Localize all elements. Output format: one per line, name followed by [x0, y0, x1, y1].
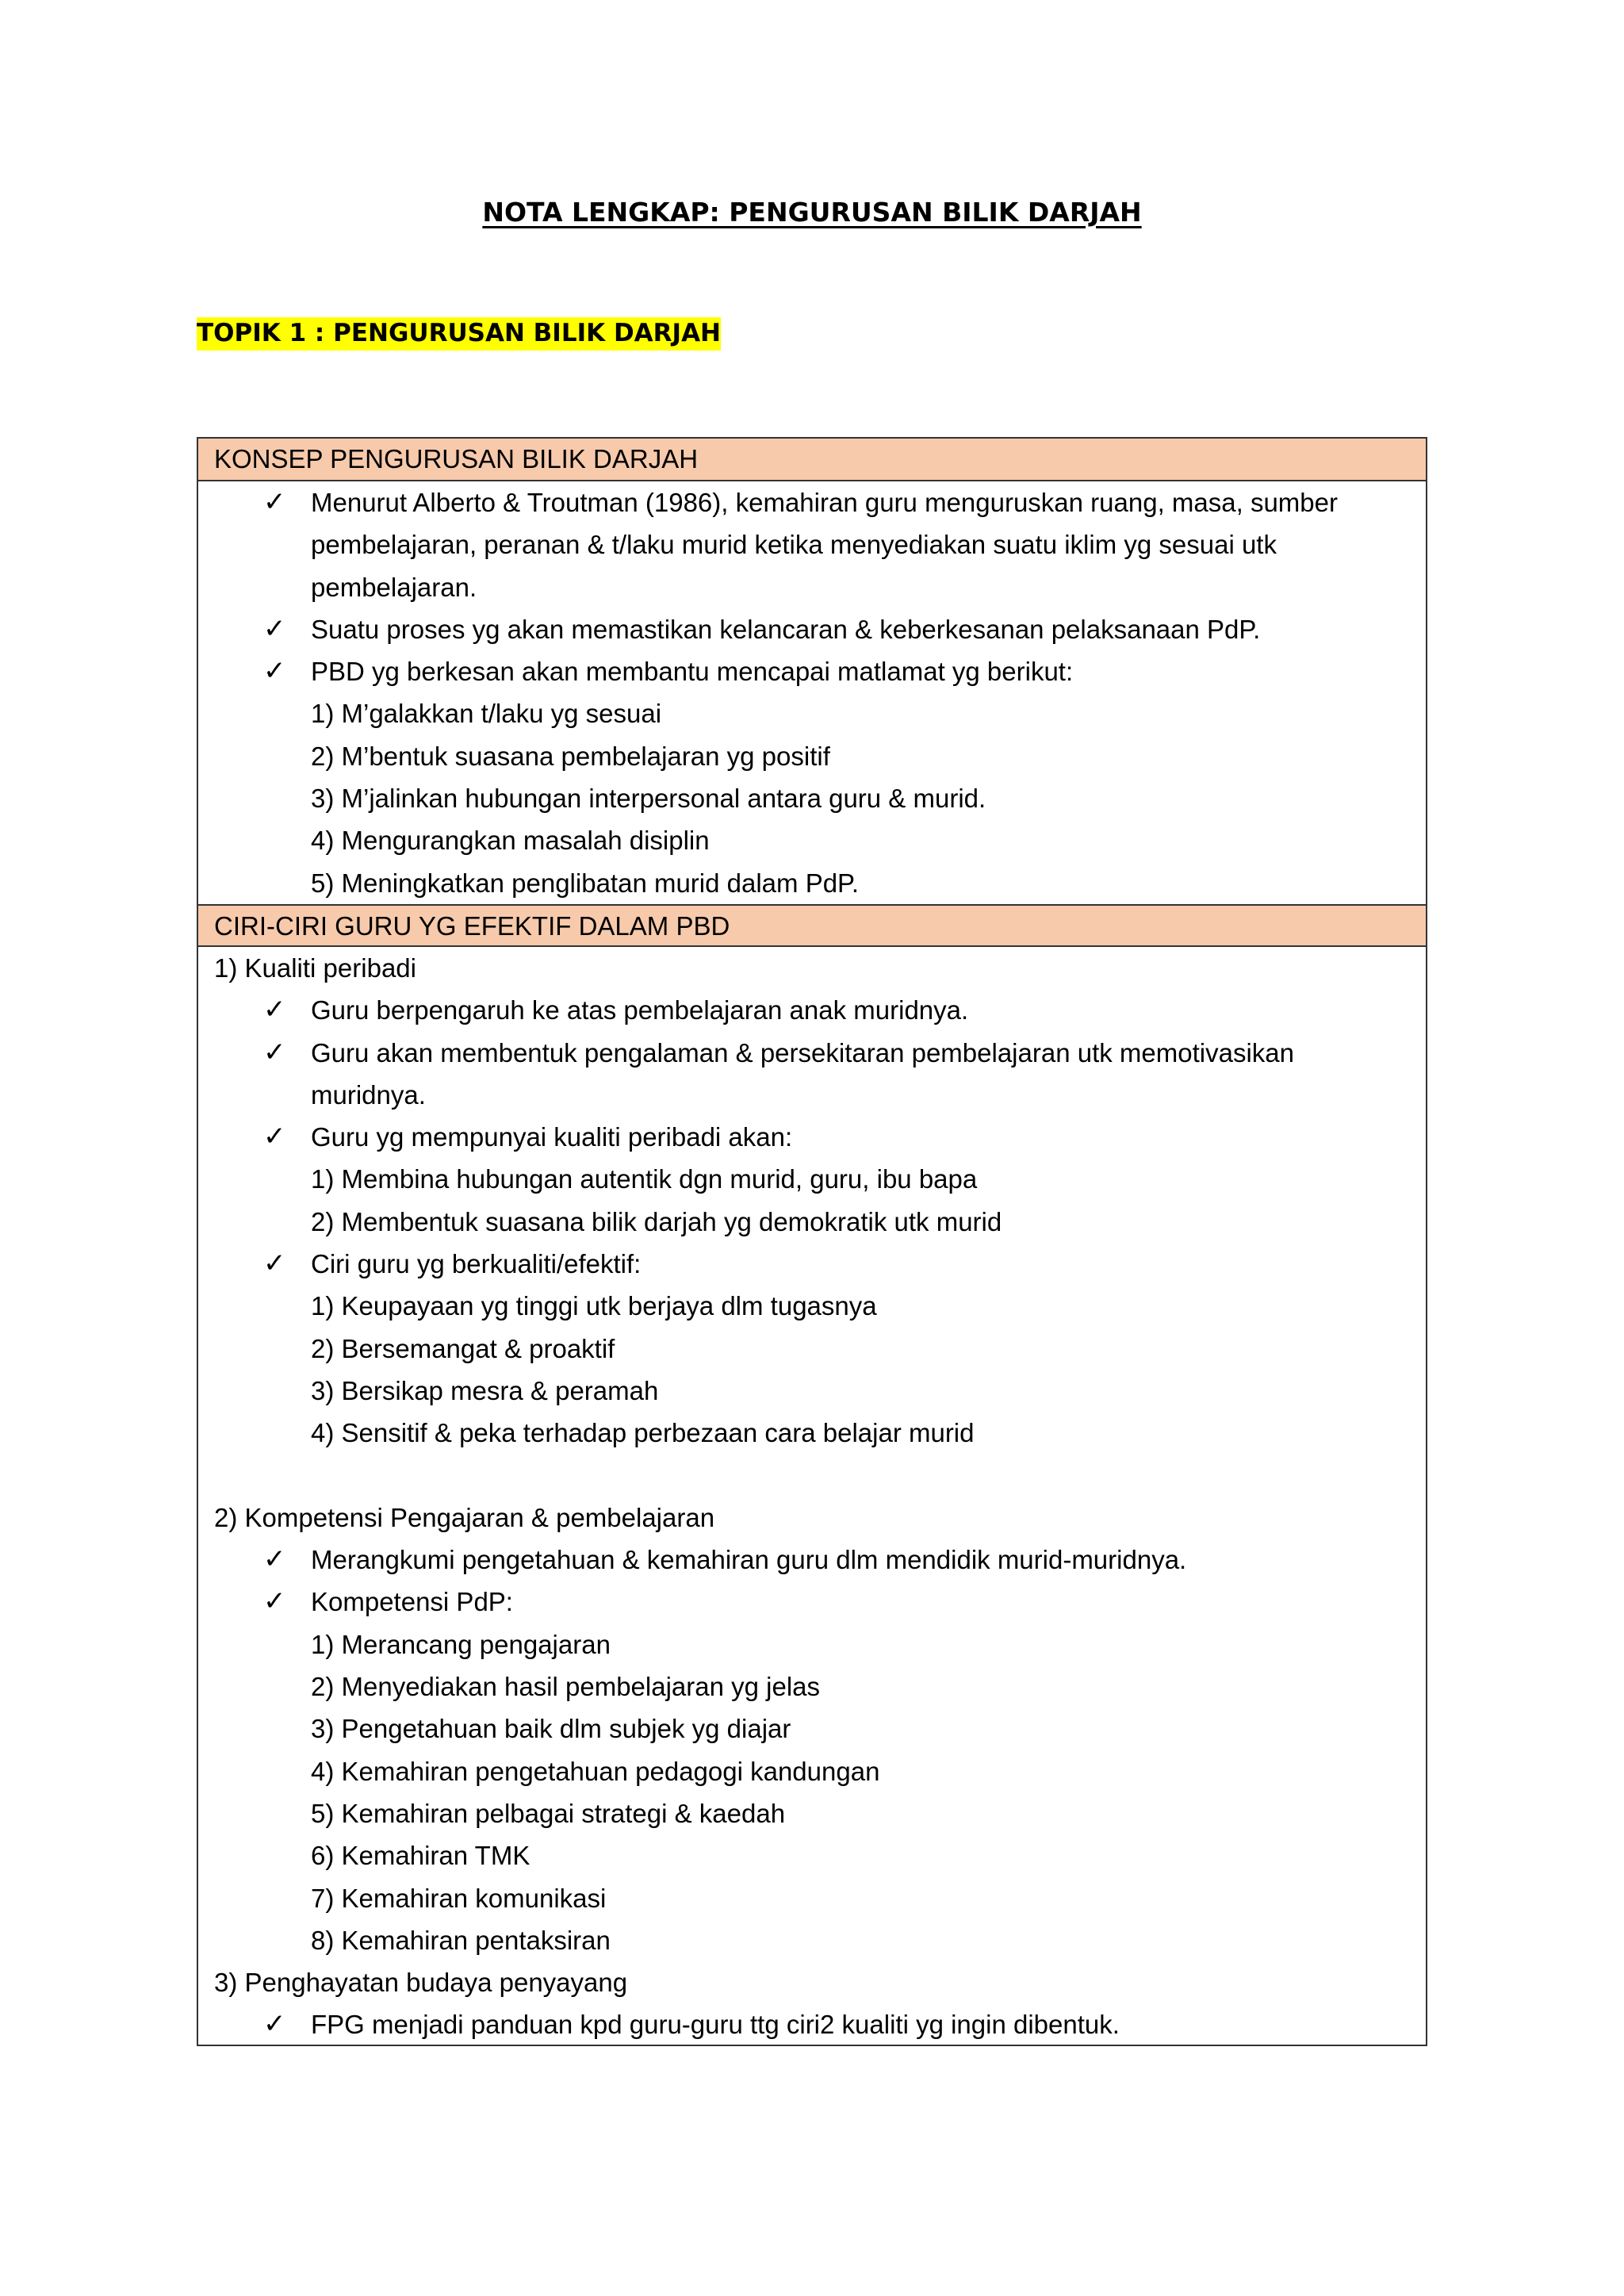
section-body-ciri — [198, 947, 1426, 2046]
list-item-text: 1) M’galakkan t/laku yg sesuai — [311, 699, 662, 729]
list-item-text: Guru berpengaruh ke atas pembelajaran anak muridnya. — [311, 995, 969, 1025]
list-item — [198, 1032, 1426, 1074]
list-item-text: 5) Meningkatkan penglibatan murid dalam PdP. — [311, 868, 859, 898]
list-item — [198, 1497, 1426, 1539]
list-item — [198, 2003, 1426, 2045]
list-item — [198, 481, 1426, 523]
list-item — [198, 777, 1426, 819]
list-item — [198, 1919, 1426, 1961]
list-item-text: 2) Menyediakan hasil pembelajaran yg jelas — [311, 1672, 821, 1702]
list-item-text: 3) Pengetahuan baik dlm subjek yg diajar — [311, 1714, 791, 1744]
list-item-text: 2) M’bentuk suasana pembelajaran yg positif — [311, 741, 830, 771]
list-item — [198, 819, 1426, 861]
list-item — [198, 1455, 1426, 1497]
list-item — [198, 1750, 1426, 1792]
list-item-text: 3) Bersikap mesra & peramah — [311, 1375, 659, 1405]
list-item — [198, 1877, 1426, 1919]
list-item-text: 4) Kemahiran pengetahuan pedagogi kandungan — [311, 1756, 880, 1786]
list-item-text: Kompetensi PdP: — [311, 1587, 513, 1617]
list-item — [198, 1665, 1426, 1708]
list-item — [198, 1539, 1426, 1581]
list-item-text: 6) Kemahiran TMK — [311, 1841, 530, 1871]
list-item — [198, 1834, 1426, 1876]
list-item — [198, 1158, 1426, 1200]
list-item-text: 2) Bersemangat & proaktif — [311, 1333, 615, 1363]
checkmark-icon: ✓ — [263, 1585, 286, 1618]
checkmark-icon: ✓ — [263, 2008, 286, 2041]
document-title: NOTA LENGKAP: PENGURUSAN BILIK DARJAH — [482, 197, 1142, 228]
list-item-text: pembelajaran, peranan & t/laku murid ketika menyediakan suatu iklim yg sesuai utk — [311, 530, 1277, 560]
notes-table — [197, 437, 1427, 2046]
list-item-text: Guru yg mempunyai kualiti peribadi akan: — [311, 1122, 793, 1152]
checkmark-icon: ✓ — [263, 655, 286, 688]
list-item — [198, 650, 1426, 692]
list-item-text: Menurut Alberto & Troutman (1986), kemahiran guru menguruskan ruang, masa, sumber — [311, 488, 1338, 517]
list-item — [198, 1623, 1426, 1665]
list-item-text: Merangkumi pengetahuan & kemahiran guru dlm mendidik murid-muridnya. — [311, 1545, 1187, 1575]
list-item — [198, 947, 1426, 989]
list-item — [198, 523, 1426, 565]
list-item-text: 3) M’jalinkan hubungan interpersonal antara guru & murid. — [311, 784, 986, 814]
list-item-text: PBD yg berkesan akan membantu mencapai matlamat yg berikut: — [311, 657, 1074, 687]
section-header-konsep: KONSEP PENGURUSAN BILIK DARJAH — [198, 439, 1426, 481]
list-item-text: 1) Merancang pengajaran — [311, 1629, 611, 1659]
list-item — [198, 1961, 1426, 2003]
list-item-text: 4) Mengurangkan masalah disiplin — [311, 826, 710, 856]
list-item — [198, 1074, 1426, 1116]
section-body-konsep — [198, 481, 1426, 904]
list-item — [198, 989, 1426, 1031]
list-item-text: 7) Kemahiran komunikasi — [311, 1883, 607, 1913]
list-item — [198, 735, 1426, 777]
list-item-text: muridnya. — [311, 1079, 426, 1110]
list-item — [198, 1285, 1426, 1327]
list-item — [198, 1708, 1426, 1750]
list-item — [198, 1412, 1426, 1454]
list-item — [198, 566, 1426, 608]
list-item — [198, 1370, 1426, 1412]
list-item — [198, 1792, 1426, 1834]
checkmark-icon: ✓ — [263, 1036, 286, 1068]
list-item-text: 1) Membina hubungan autentik dgn murid, guru, ibu bapa — [311, 1164, 978, 1194]
list-item-text: Ciri guru yg berkualiti/efektif: — [311, 1249, 642, 1279]
checkmark-icon: ✓ — [263, 1121, 286, 1153]
list-item-text: 4) Sensitif & peka terhadap perbezaan cara belajar murid — [311, 1418, 975, 1448]
list-item-text: 1) Kualiti peribadi — [214, 953, 416, 983]
checkmark-icon: ✓ — [263, 1543, 286, 1576]
list-item-text: 2) Membentuk suasana bilik darjah yg demokratik utk murid — [311, 1206, 1002, 1236]
list-item — [198, 1581, 1426, 1623]
list-item — [198, 862, 1426, 904]
list-item — [198, 692, 1426, 734]
list-item-text: 3) Penghayatan budaya penyayang — [214, 1968, 628, 1998]
checkmark-icon: ✓ — [263, 612, 286, 645]
list-item — [198, 1328, 1426, 1370]
list-item-text: 1) Keupayaan yg tinggi utk berjaya dlm tugasnya — [311, 1291, 877, 1321]
list-item-text: 8) Kemahiran pentaksiran — [311, 1925, 611, 1955]
list-item — [198, 1116, 1426, 1158]
list-item — [198, 608, 1426, 650]
checkmark-icon: ✓ — [263, 486, 286, 518]
list-item-text: 2) Kompetensi Pengajaran & pembelajaran — [214, 1502, 715, 1532]
list-item — [198, 1243, 1426, 1285]
checkmark-icon: ✓ — [263, 994, 286, 1026]
checkmark-icon: ✓ — [263, 1248, 286, 1280]
list-item-text: pembelajaran. — [311, 572, 477, 602]
list-item-text: Guru akan membentuk pengalaman & persekitaran pembelajaran utk memotivasikan — [311, 1037, 1294, 1068]
list-item — [198, 1201, 1426, 1243]
list-item-text: FPG menjadi panduan kpd guru-guru ttg ciri2 kualiti yg ingin dibentuk. — [311, 2010, 1120, 2040]
list-item-text: Suatu proses yg akan memastikan kelancaran & keberkesanan pelaksanaan PdP. — [311, 614, 1261, 644]
section-header-ciri: CIRI-CIRI GURU YG EFEKTIF DALAM PBD — [198, 904, 1426, 947]
topic-heading: TOPIK 1 : PENGURUSAN BILIK DARJAH — [197, 319, 721, 347]
list-item-text: 5) Kemahiran pelbagai strategi & kaedah — [311, 1798, 786, 1828]
